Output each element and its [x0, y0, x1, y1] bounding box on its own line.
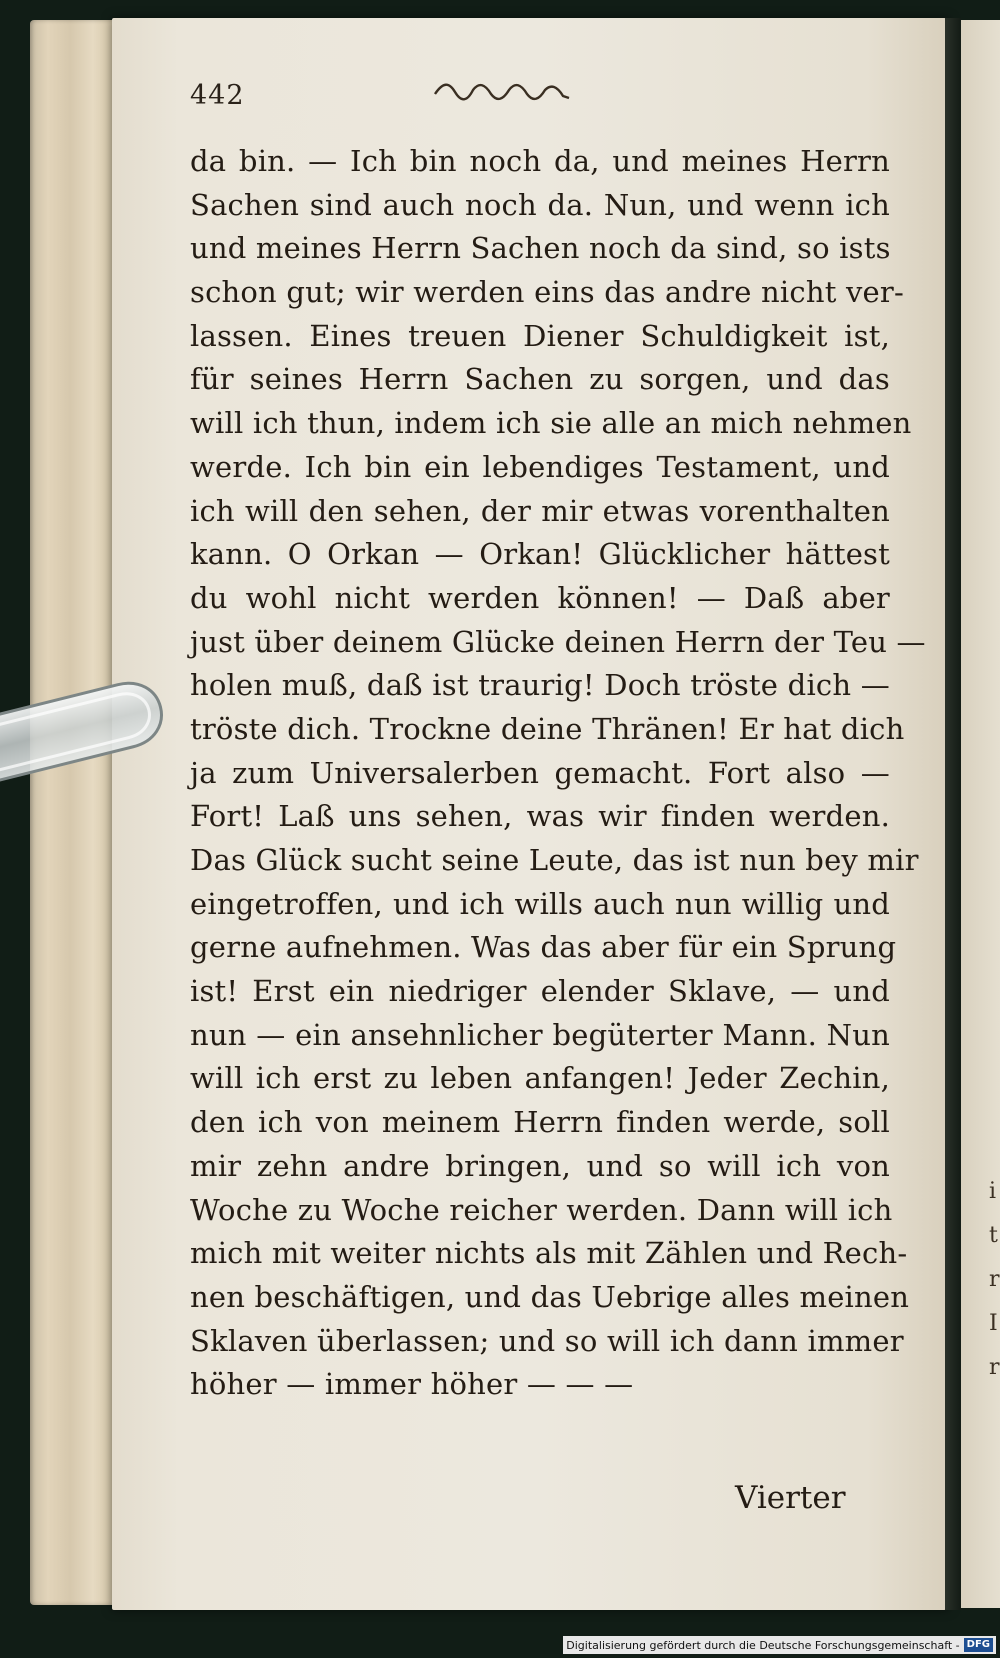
dfg-logo: DFG: [964, 1638, 993, 1652]
text-line: schon gut; wir werden eins das andre nicht ver-: [190, 275, 904, 310]
text-line: werde. Ich bin ein lebendiges Testament, und: [190, 449, 890, 484]
text-line: lassen. Eines treuen Diener Schuldigkeit ist,: [190, 318, 890, 353]
page-number: 442: [190, 80, 245, 111]
text-line: just über deinem Glücke deinen Herrn der Teu —: [190, 624, 926, 659]
text-line: ja zum Universalerben gemacht. Fort also —: [190, 755, 890, 790]
text-line: eingetroffen, und ich wills auch nun willig und: [190, 886, 890, 921]
text-line: Woche zu Woche reicher werden. Dann will ich: [190, 1192, 893, 1227]
text-line: da bin. — Ich bin noch da, und meines Herrn: [190, 144, 890, 178]
text-line: und meines Herrn Sachen noch da sind, so ists: [190, 231, 891, 266]
text-line: Sachen sind auch noch da. Nun, und wenn ich: [190, 187, 890, 222]
text-line: Sklaven überlassen; und so will ich dann immer: [190, 1323, 904, 1358]
text-line: mir zehn andre bringen, und so will ich von: [190, 1148, 890, 1183]
page-header: [190, 80, 890, 120]
text-line: den ich von meinem Herrn finden werde, soll: [190, 1105, 890, 1140]
credit-text: Digitalisierung gefördert durch die Deutsche Forschungsgemeinschaft -: [566, 1638, 960, 1652]
text-line: holen muß, daß ist traurig! Doch tröste dich —: [190, 668, 890, 703]
text-line: höher — immer höher — — —: [190, 1367, 634, 1402]
body-text: [190, 140, 926, 1407]
facing-page-fragments: i t r I r: [989, 1179, 1000, 1380]
text-line: du wohl nicht werden können! — Daß aber: [190, 580, 890, 615]
text-line: mich mit weiter nichts als mit Zählen und Rech-: [190, 1236, 908, 1271]
facing-page-edge: [961, 20, 1000, 1608]
text-line: tröste dich. Trockne deine Thränen! Er hat dich: [190, 711, 905, 746]
page-edge-stack: [30, 20, 120, 1605]
text-line: für seines Herrn Sachen zu sorgen, und das: [190, 362, 890, 397]
header-ornament-icon: [433, 78, 573, 106]
digitization-credit: [563, 1636, 996, 1654]
text-line: will ich thun, indem ich sie alle an mich nehmen: [190, 406, 912, 441]
catchword: Vierter: [735, 1480, 846, 1516]
text-line: ist! Erst ein niedriger elender Sklave, — und: [190, 974, 890, 1009]
text-line: Fort! Laß uns sehen, was wir finden werden.: [190, 799, 890, 834]
text-line: nen beschäftigen, und das Uebrige alles meinen: [190, 1279, 910, 1314]
text-line: kann. O Orkan — Orkan! Glücklicher hättest: [190, 537, 890, 572]
text-line: Das Glück sucht seine Leute, das ist nun bey mir: [190, 843, 919, 877]
text-line: will ich erst zu leben anfangen! Jeder Zechin,: [190, 1061, 890, 1096]
text-line: gerne aufnehmen. Was das aber für ein Sprung: [190, 930, 897, 965]
text-line: ich will den sehen, der mir etwas vorenthalten: [190, 493, 890, 528]
gutter-shadow: [945, 18, 961, 1610]
text-line: nun — ein ansehnlicher begüterter Mann. Nun: [190, 1017, 890, 1052]
